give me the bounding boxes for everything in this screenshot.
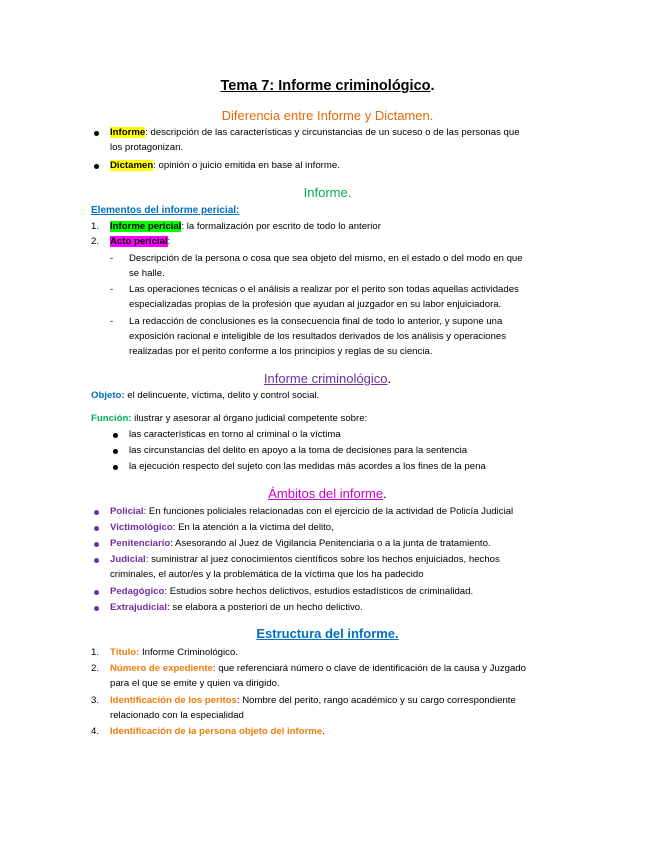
acto-sub-item-cont: exposición racional e inteligible de los resultados derivados de los análisis y operaciones: [129, 331, 507, 342]
ambito-item-extrajudicial: Extrajudicial: se elabora a posteriori de un hecho delictivo.: [110, 602, 363, 613]
objeto-line: Objeto: el delincuente, víctima, delito y control social.: [91, 390, 320, 401]
ambito-item-policial: Policial: En funciones policiales relacionadas con el ejercicio de la actividad de Policía Judicial: [110, 506, 514, 517]
diferencia-item-informe-cont: los protagonizan.: [110, 142, 184, 153]
acto-sub-item-cont: realizadas por el perito conforme a los principios y reglas de su ciencia.: [129, 346, 433, 357]
bullet-icon: [94, 526, 99, 531]
estructura-item-3-cont: relacionado con la especialidad: [110, 710, 244, 721]
estructura-item-2-cont: para el que se emite y quien va dirigido.: [110, 678, 280, 689]
estructura-item-2: Número de expediente: que referenciará número o clave de identificación de la causa y Juzgado: [110, 663, 526, 674]
acto-sub-item-cont: se halle.: [129, 268, 165, 279]
ambito-item-pedagogico: Pedagógico: Estudios sobre hechos delictivos, estudios estadísticos de criminalidad.: [110, 586, 474, 597]
criminologico-heading: Informe criminológico.: [263, 371, 392, 386]
bullet-icon: [113, 449, 118, 454]
bullet-icon: [94, 510, 99, 515]
acto-sub-item: Las operaciones técnicas o el análisis a realizar por el perito son todas aquellas actividades: [129, 284, 519, 295]
estructura-heading: Estructura del informe.: [256, 626, 399, 641]
diferencia-item-dictamen: Dictamen: opinión o juicio emitida en base al informe.: [110, 160, 340, 171]
dash-marker: -: [110, 316, 114, 327]
diferencia-item-informe: Informe: descripción de las características y circunstancias de un suceso o de las personas que: [110, 127, 520, 138]
funcion-bullet: las características en torno al criminal o la víctima: [129, 429, 341, 440]
informe-heading: Informe.: [303, 185, 352, 200]
funcion-bullet: la ejecución respecto del sujeto con las medidas más acordes a los fines de la pena: [129, 461, 486, 472]
funcion-line: Función: ilustrar y asesorar al órgano judicial competente sobre:: [91, 413, 368, 424]
ambitos-heading: Ámbitos del informe.: [268, 486, 387, 501]
list-number: 2.: [91, 663, 100, 674]
informe-item-1: Informe pericial: la formalización por escrito de todo lo anterior: [110, 221, 381, 232]
list-number: 1.: [91, 647, 100, 658]
ambito-item-judicial: Judicial: suministrar al juez conocimientos científicos sobre los hechos enjuiciados, hechos: [110, 554, 500, 565]
list-number: 3.: [91, 695, 100, 706]
bullet-icon: [94, 606, 99, 611]
bullet-icon: [94, 558, 99, 563]
estructura-item-3: Identificación de los peritos: Nombre del perito, rango académico y su cargo correspondiente: [110, 695, 516, 706]
bullet-icon: [113, 465, 118, 470]
bullet-icon: [94, 542, 99, 547]
diferencia-heading: Diferencia entre Informe y Dictamen.: [221, 108, 434, 123]
list-number: 4.: [91, 726, 100, 737]
acto-sub-item: La redacción de conclusiones es la consecuencia final de todo lo anterior, y supone una: [129, 316, 503, 327]
bullet-icon: [94, 131, 99, 136]
dash-marker: -: [110, 253, 114, 264]
page-title: Tema 7: Informe criminológico.: [220, 78, 435, 94]
acto-sub-item-cont: especializadas propias de la profesión que ayudan al juzgador en su labor enjuiciadora.: [129, 299, 502, 310]
ambito-item-penitenciario: Penitenciario: Asesorando al Juez de Vigilancia Penitenciaria o a la junta de tratamiento.: [110, 538, 491, 549]
list-number: 1.: [91, 221, 100, 232]
informe-item-2: Acto pericial:: [110, 236, 171, 247]
elementos-heading: Elementos del informe pericial:: [91, 205, 240, 216]
list-number: 2.: [91, 236, 100, 247]
ambito-item-victimologico: Victimológico: En la atención a la víctima del delito,: [110, 522, 334, 533]
bullet-icon: [94, 590, 99, 595]
dash-marker: -: [110, 284, 114, 295]
funcion-bullet: las circunstancias del delito en apoyo a la toma de decisiones para la sentencia: [129, 445, 468, 456]
estructura-item-1: Título: Informe Criminológico.: [110, 647, 238, 658]
ambito-item-judicial-cont: criminales, el autor/es y la problemática de la víctima que los ha padecido: [110, 569, 424, 580]
acto-sub-item: Descripción de la persona o cosa que sea objeto del mismo, en el estado o del modo en que: [129, 253, 523, 264]
bullet-icon: [113, 433, 118, 438]
estructura-item-4: Identificación de la persona objeto del informe.: [110, 726, 325, 737]
bullet-icon: [94, 164, 99, 169]
